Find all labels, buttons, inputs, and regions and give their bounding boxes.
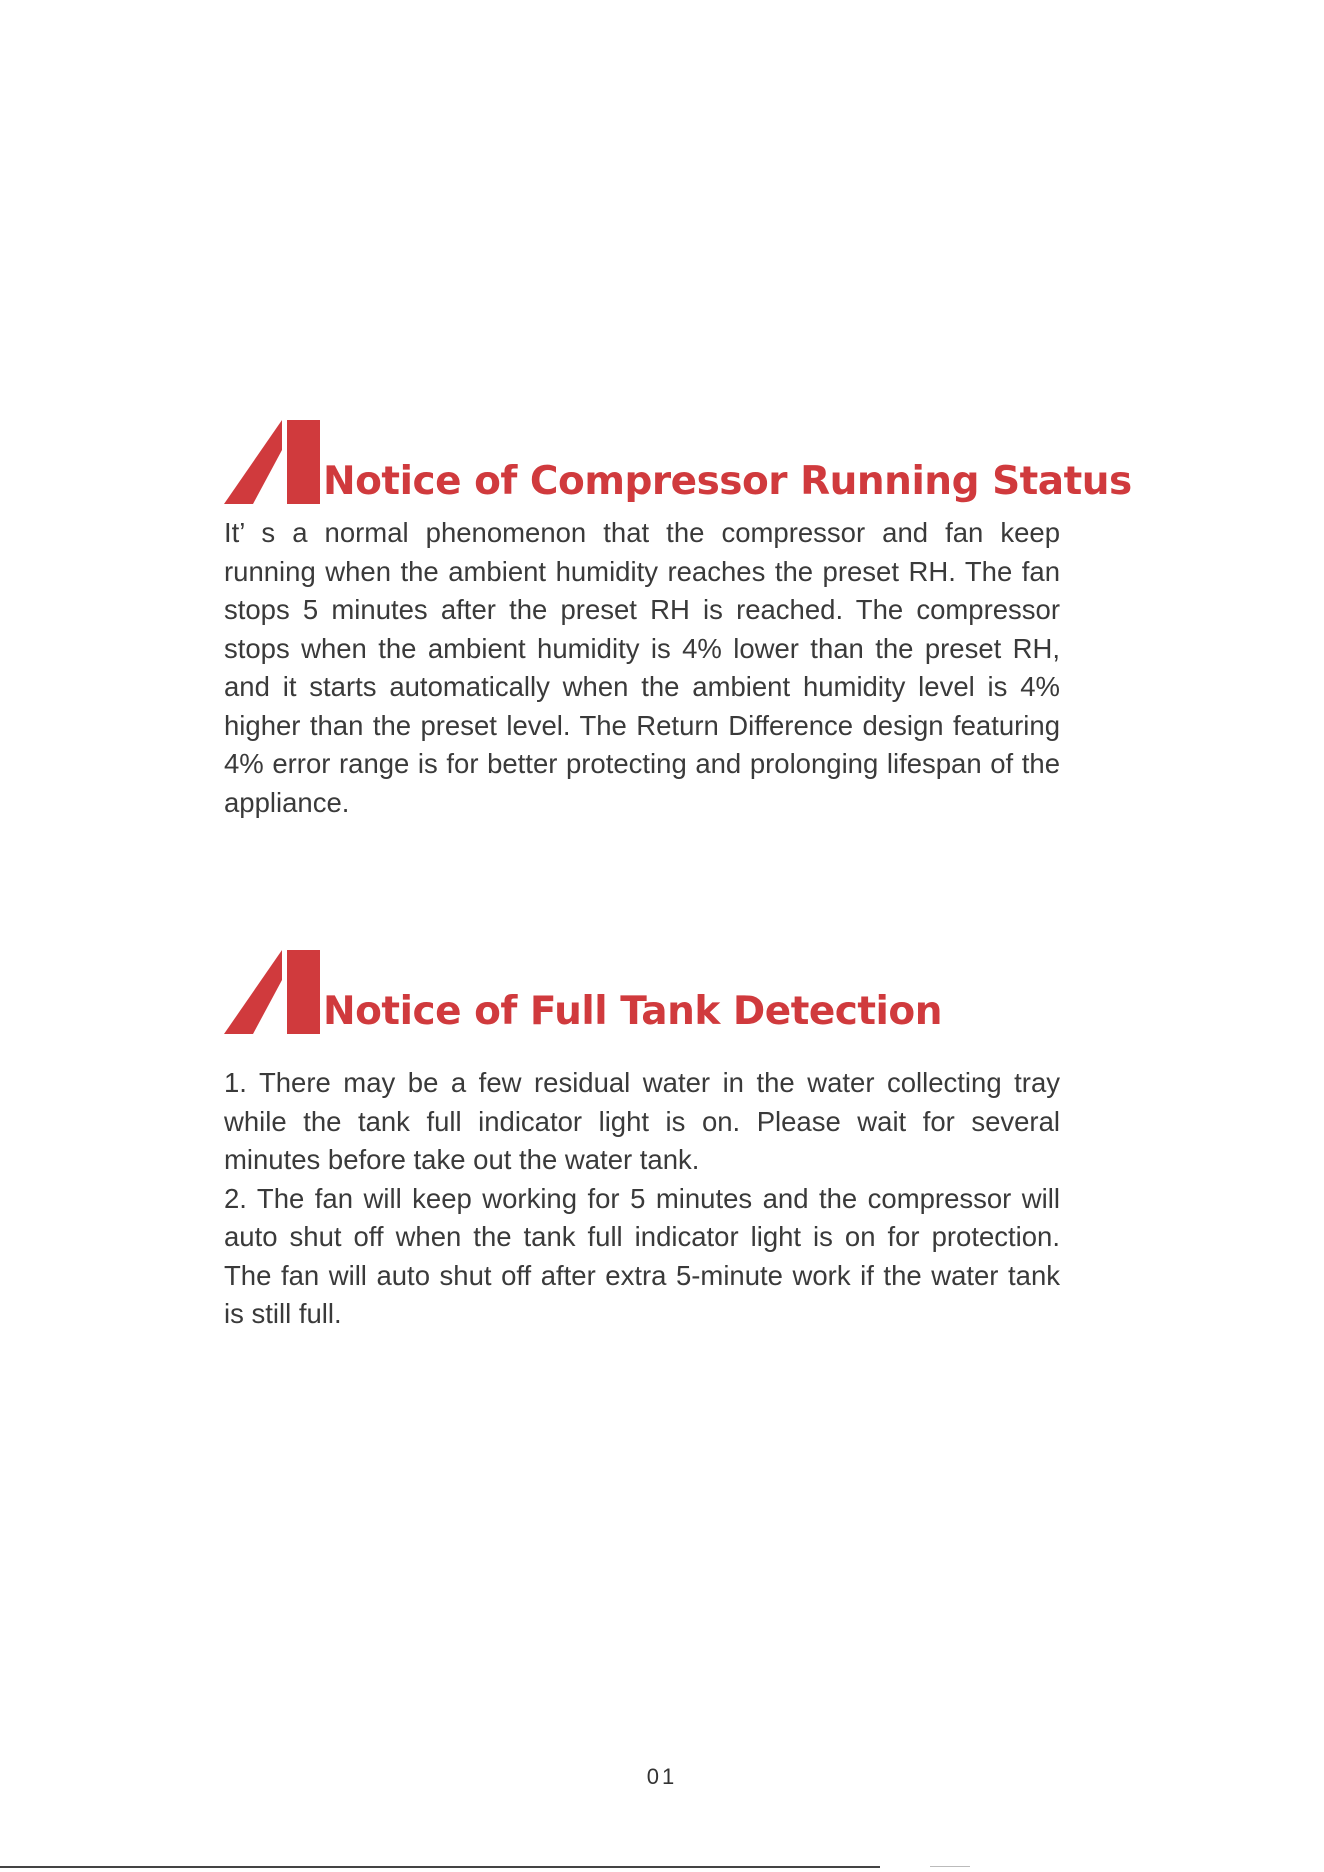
warning-triangle-icon [224, 950, 320, 1034]
section-paragraph: 1. There may be a few residual water in the water collecting tray while the tank full indicator light is on. Please wait for several minutes before take out the water tank. [224, 1067, 1060, 1175]
warning-triangle-icon [224, 420, 320, 504]
compressor-status-section [224, 420, 1132, 822]
section-paragraph: It’ s a normal phenomenon that the compressor and fan keep running when the ambient humidity reaches the preset RH. The fan stops 5 minutes after the preset RH is reached. The compressor stops when the ambient humidity is 4% lower than the preset RH, and it starts automatically when the ambient humidity level is 4% higher than the preset level. The Return Difference design featuring 4% error range is for better protecting and prolonging lifespan of the appliance. [224, 517, 1060, 818]
section-heading [224, 420, 1132, 504]
section-heading [224, 950, 1060, 1034]
bottom-rule-tail [930, 1866, 970, 1867]
section-paragraph: 2. The fan will keep working for 5 minutes and the compressor will auto shut off when the tank full indicator light is on for protection. The fan will auto shut off after extra 5-minute work if the water tank is still full. [224, 1182, 1060, 1329]
bottom-rule [0, 1866, 880, 1868]
full-tank-section [224, 950, 1060, 1334]
page-number: 01 [646, 1764, 678, 1789]
section-title: Notice of Full Tank Detection [323, 989, 942, 1034]
section-title: Notice of Compressor Running Status [323, 459, 1132, 504]
